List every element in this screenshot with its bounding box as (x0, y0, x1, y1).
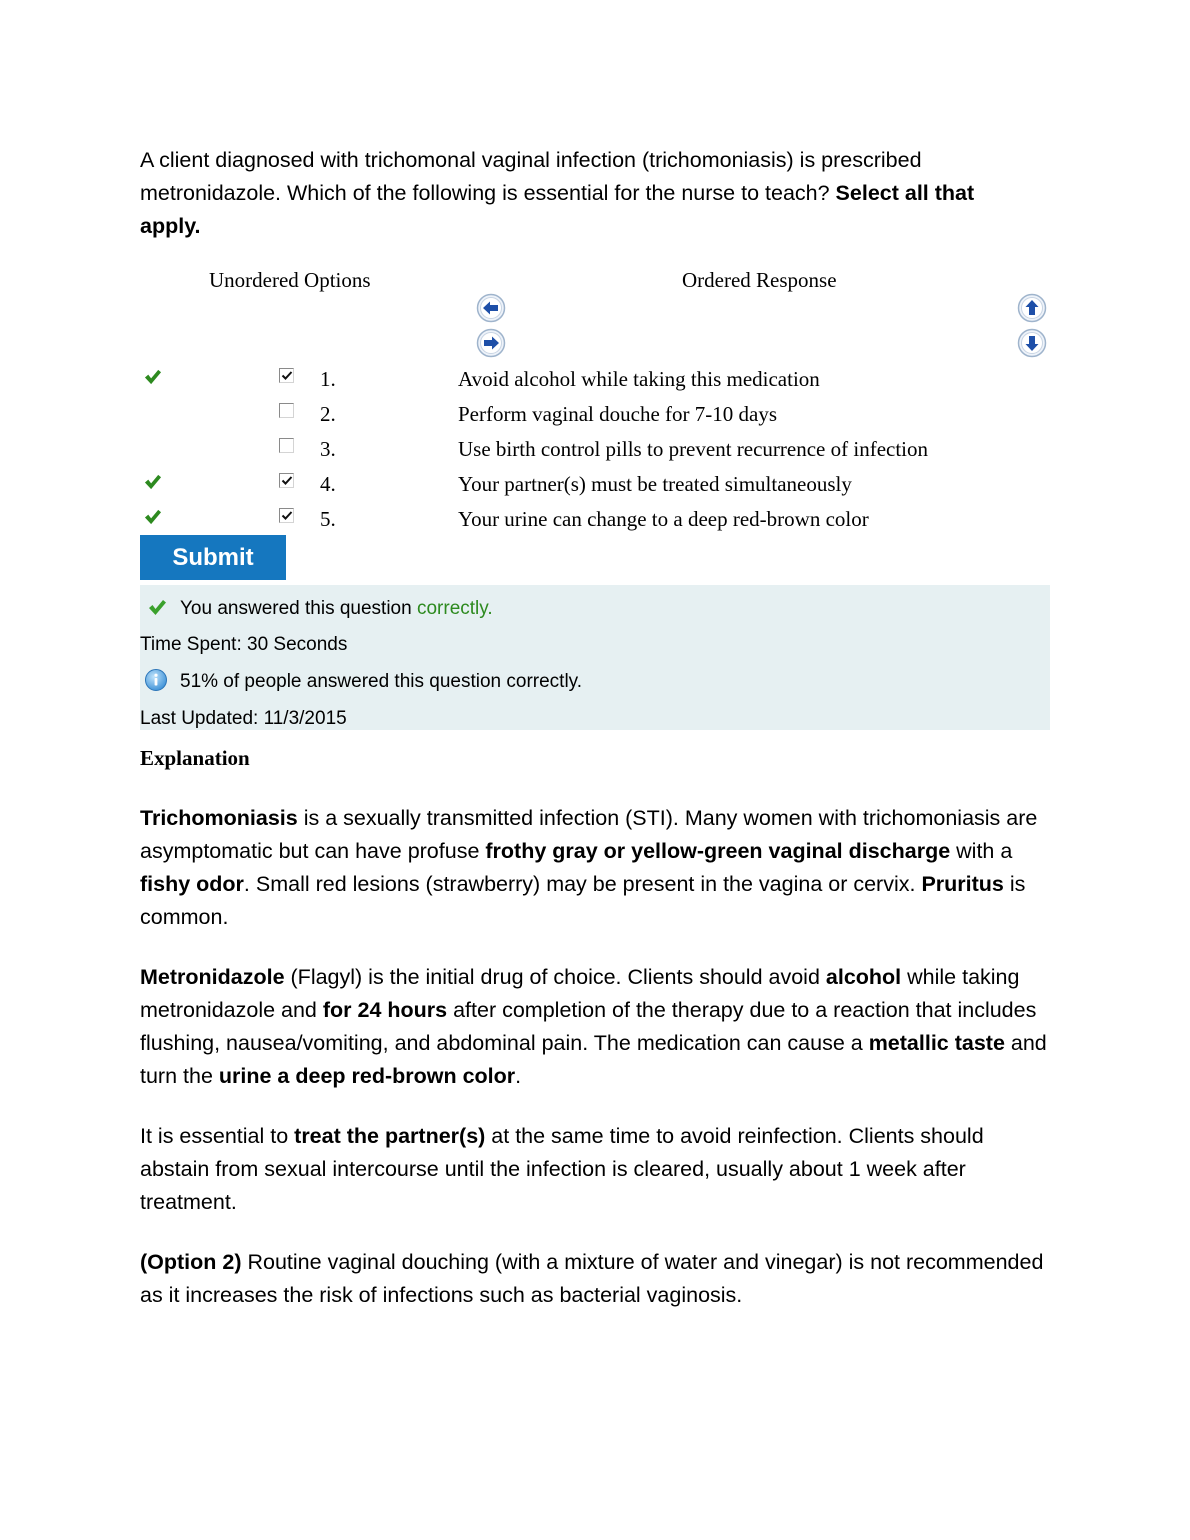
option-row (0, 468, 1190, 503)
option-row (0, 503, 1190, 538)
plain-text: (Flagyl) is the initial drug of choice. Clients should avoid (284, 965, 826, 989)
correct-check-icon (144, 507, 162, 525)
option-number: 5. (320, 507, 336, 531)
option-checkbox[interactable] (279, 368, 294, 383)
option-text: Avoid alcohol while taking this medication (458, 367, 820, 391)
option-row (0, 398, 1190, 433)
correct-check-icon (144, 402, 162, 420)
question-text (140, 144, 1020, 243)
plain-text: and turn the (140, 1031, 1047, 1088)
plain-text: while taking metronidazole and (140, 965, 1020, 1022)
question-stem: A client diagnosed with trichomonal vaginal infection (trichomoniasis) is prescribed metronidazole. Which of the following is essential for the nurse to teach? (140, 148, 922, 205)
plain-text: It is essential to (140, 1124, 295, 1148)
bold-text: urine a deep red-brown color (218, 1064, 516, 1088)
option-number: 3. (320, 437, 336, 461)
bold-text: frothy gray or yellow-green vaginal discharge (485, 839, 951, 863)
bold-text: fishy odor (140, 872, 244, 896)
option-row (0, 433, 1190, 468)
submit-button[interactable]: Submit (140, 535, 286, 580)
plain-text: with a (950, 839, 1013, 863)
bold-text: treat the partner(s) (294, 1124, 486, 1148)
checkmark-icon (281, 475, 293, 487)
explanation-paragraph-1 (140, 802, 1050, 934)
option-checkbox[interactable] (279, 508, 294, 523)
percent-text: 51% of people answered this question correctly. (180, 671, 583, 692)
option-checkbox[interactable] (279, 473, 294, 488)
question-instruction: Select all that apply. (140, 181, 975, 238)
explanation-paragraph-4 (140, 1246, 1050, 1312)
checkmark-icon (281, 370, 293, 382)
option-checkbox[interactable] (279, 403, 294, 418)
option-text: Your urine can change to a deep red-brown color (458, 507, 869, 531)
unordered-options-header: Unordered Options (209, 268, 371, 292)
correct-check-icon (144, 437, 162, 455)
option-number: 4. (320, 472, 336, 496)
plain-text: Routine vaginal douching (with a mixture of water and vinegar) is not recommended as it increases the risk of infections such as bacterial vaginosis. (140, 1250, 1044, 1307)
plain-text: after completion of the therapy due to a reaction that includes flushing, nausea/vomiting, and abdominal pain. The medication can cause a (140, 998, 1037, 1055)
plain-text: at the same time to avoid reinfection. Clients should abstain from sexual intercourse until the infection is cleared, usually about 1 week after treatment. (140, 1124, 984, 1214)
bold-text: metallic taste (868, 1031, 1005, 1055)
plain-text: . Small red lesions (strawberry) may be present in the vagina or cervix. (243, 872, 922, 896)
move-left-arrow-icon[interactable] (476, 293, 506, 323)
plain-text: is a sexually transmitted infection (STI). Many women with trichomoniasis are asymptomatic but can have profuse (140, 806, 1038, 863)
answered-correctly-word: correctly. (416, 598, 493, 619)
option-checkbox[interactable] (279, 438, 294, 453)
last-updated: Last Updated: 11/3/2015 (140, 708, 347, 729)
move-right-arrow-icon[interactable] (476, 328, 506, 358)
option-text: Use birth control pills to prevent recurrence of infection (458, 437, 928, 461)
info-icon (144, 668, 168, 692)
correct-check-icon (144, 472, 162, 490)
time-spent: Time Spent: 30 Seconds (140, 634, 348, 655)
option-number: 2. (320, 402, 336, 426)
correct-check-icon (144, 367, 162, 385)
bold-text: for 24 hours (322, 998, 448, 1022)
option-text: Perform vaginal douche for 7-10 days (458, 402, 777, 426)
ordered-response-header: Ordered Response (682, 268, 837, 292)
explanation-paragraph-3 (140, 1120, 1050, 1219)
explanation-heading: Explanation (140, 746, 250, 770)
bold-text: alcohol (825, 965, 902, 989)
explanation-paragraph-2 (140, 961, 1050, 1093)
answered-prefix: You answered this question (180, 598, 417, 619)
bold-text: Pruritus (921, 872, 1004, 896)
plain-text: is common. (140, 872, 1026, 929)
option-row (0, 363, 1190, 398)
result-panel (140, 585, 1050, 730)
move-up-arrow-icon[interactable] (1017, 293, 1047, 323)
bold-text: Metronidazole (140, 965, 285, 989)
option-text: Your partner(s) must be treated simultaneously (458, 472, 852, 496)
option-number: 1. (320, 367, 336, 391)
bold-text: Trichomoniasis (140, 806, 298, 830)
checkmark-icon (281, 510, 293, 522)
plain-text: . (515, 1064, 522, 1088)
bold-text: (Option 2) (140, 1250, 242, 1274)
correct-check-icon (148, 599, 167, 616)
move-down-arrow-icon[interactable] (1017, 328, 1047, 358)
